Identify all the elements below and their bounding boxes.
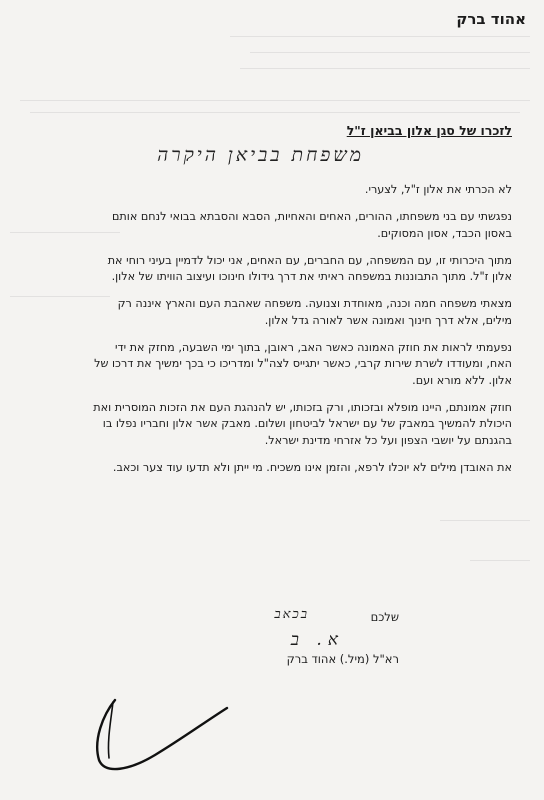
handwritten-closing: בכאב (274, 607, 309, 622)
paragraph: חוזק אמונתם, היינו מופלא ובזכותו, ורק בזכותו, יש להנהגת העם את הזכות המוסרית ואת היכולת להמשיך במאבק של עם ישראל לביטחון ושלום. מאבק אשר אלון וחבריו נפלו בו בהגנתם על יושבי הצפון ועל כל אזרחי מדינת ישראל. (93, 400, 512, 447)
author-header: אהוד ברק (456, 10, 526, 28)
handwritten-salutation: משפחת בביאן היקרה (157, 144, 364, 166)
bleed-line (470, 560, 530, 561)
paragraph: לא הכרתי את אלון ז"ל, לצערי. (364, 183, 512, 196)
letter-body (92, 182, 512, 487)
signer-name: רא"ל (מיל.) אהוד ברק (286, 652, 399, 666)
bleed-line (230, 36, 530, 37)
bleed-line (30, 112, 520, 113)
bleed-line (250, 52, 530, 53)
bleed-line (440, 520, 530, 521)
paragraph: מתוך היכרותי זו, עם המשפחה, עם החברים, עם האחים, אני יכול לדמיין בעיני רוחי את אלון ז"ל. מתוך התבוננות במשפחה ראיתי את דרך גידולו חינוכו ועיצוב הוויתו של אלון. (107, 253, 512, 284)
handwritten-signature (85, 660, 235, 780)
paragraph: את האובדן מילים לא יוכלו לרפא, והזמן אינו משכיח. מי ייתן ולא תדעו עוד צער וכאב. (112, 460, 512, 474)
bleed-line (240, 68, 530, 69)
handwritten-initials: א. ב (290, 630, 344, 650)
paragraph: נפגשתי עם בני משפחתו, ההורים, האחים והאחיות, הסבא והסבתא בבואי לנחם אותם באסון הכבד, אסון המסוקים. (112, 210, 512, 240)
paragraph: מצאתי משפחה חמה וכנה, מאוחדת וצנועה. משפחה שאהבת העם והארץ איננה רק מילים, אלא דרך חינוך ואמונה אשר לאורה גדל אלון. (117, 297, 512, 327)
letter-heading: לזכרו של סגן אלון בביאן ז"ל (346, 123, 512, 138)
bleed-line (20, 100, 530, 101)
closing-text: שלכם (370, 610, 399, 624)
paragraph: נפעמתי לראות את חוזק האמונה כאשר האב, ראובן, בתוך ימי השבעה, מחזק את ידי האח, ומעודדו לשרת שירות קרבי, כאשר יתגייס לצה"ל ומדריכו כי בכך ימשיך את דרכו של אלון. ללא מורא ועם. (94, 341, 512, 387)
